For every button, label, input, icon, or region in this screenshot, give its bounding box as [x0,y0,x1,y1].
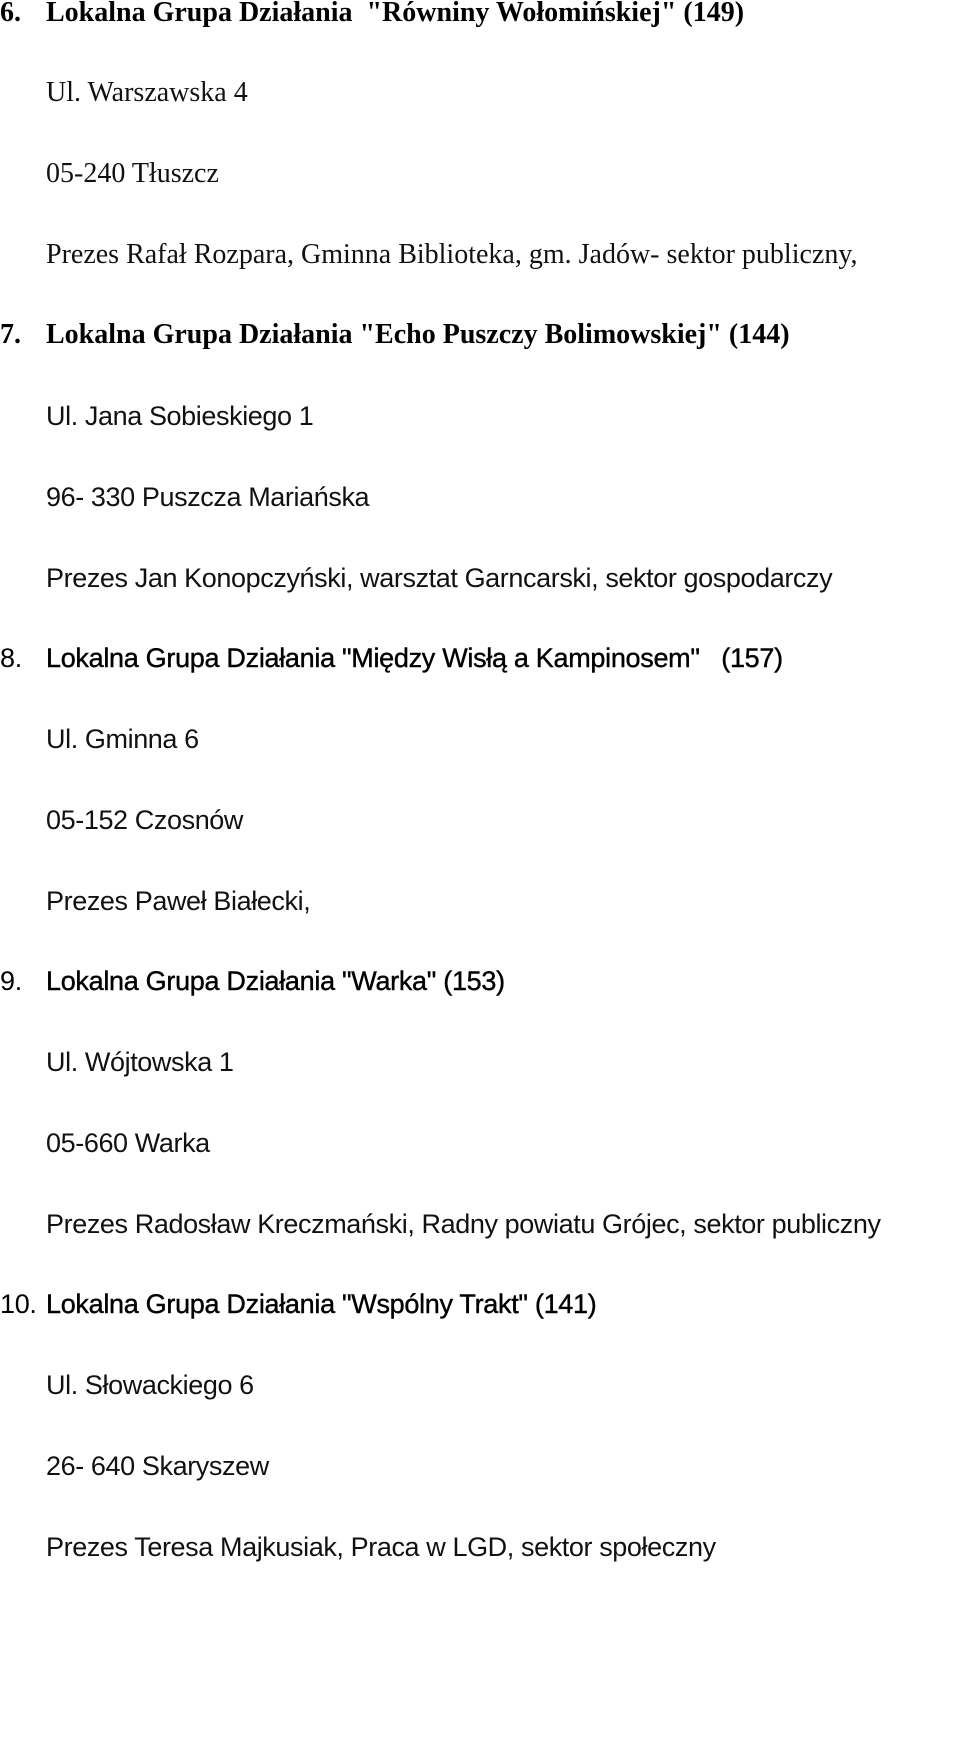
entry-heading [0,964,505,998]
entry-street: Ul. Warszawska 4 [46,77,248,108]
entry-president: Prezes Teresa Majkusiak, Praca w LGD, sektor społeczny [46,1532,716,1562]
entry-president: Prezes Paweł Białecki, [46,886,311,916]
entry-number: 9. [0,966,22,996]
entry-title: Lokalna Grupa Działania "Echo Puszczy Bolimowskiej" (144) [46,319,790,350]
entry-title: Lokalna Grupa Działania "Wspólny Trakt" (141) [46,1289,597,1319]
entry-title: Lokalna Grupa Działania "Między Wisłą a Kampinosem" (157) [46,643,783,673]
entry-number: 6. [0,0,21,28]
entry-street: Ul. Gminna 6 [46,724,199,754]
entry-postal: 05-240 Tłuszcz [46,158,219,189]
entry-number: 7. [0,319,21,350]
entry-heading [0,0,744,30]
entry-number: 8. [0,643,22,673]
entry-number: 10. [0,1289,37,1319]
entry-postal: 05-152 Czosnów [46,805,244,835]
entry-heading [0,641,783,675]
entry-postal: 26- 640 Skaryszew [46,1451,269,1481]
entry-president: Prezes Rafał Rozpara, Gminna Biblioteka, gm. Jadów- sektor publiczny, [46,239,858,270]
entry-street: Ul. Słowackiego 6 [46,1370,254,1400]
entry-street: Ul. Jana Sobieskiego 1 [46,401,314,431]
entry-president: Prezes Radosław Kreczmański, Radny powiatu Grójec, sektor publiczny [46,1209,881,1239]
entry-heading [0,318,790,352]
entry-title: Lokalna Grupa Działania "Warka" (153) [46,966,505,996]
entry-postal: 96- 330 Puszcza Mariańska [46,482,370,512]
entry-title: Lokalna Grupa Działania "Równiny Wołomińskiej" (149) [46,0,745,28]
entry-heading [0,1287,596,1321]
entry-president: Prezes Jan Konopczyński, warsztat Garncarski, sektor gospodarczy [46,563,833,593]
entry-street: Ul. Wójtowska 1 [46,1047,234,1077]
entry-postal: 05-660 Warka [46,1128,210,1158]
